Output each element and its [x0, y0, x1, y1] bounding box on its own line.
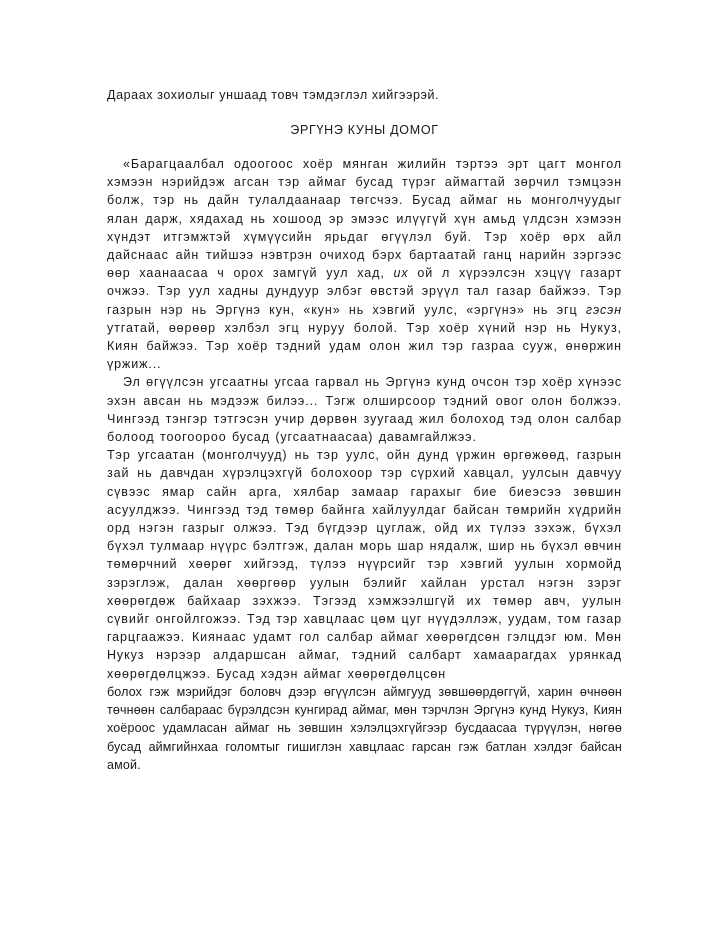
story-title: ЭРГҮНЭ КУНЫ ДОМОГ — [290, 123, 439, 137]
paragraph-1 — [107, 155, 622, 373]
paragraph-1-part-1: «Барагцаалбал одоогоос хоёр мянган жилийн тэртээ эрт цагт монгол хэмээн нэрийдэж агсан тэр аймаг бусад түрэг аймагтай зөрчил тэмцээн болж, тэр нь дайн тулалдаанаар төгсчээ. Бусад аймаг нь монголчуудыг ялан дарж, хядахад нь хошоод эр эмээс илүүгүй хүн амьд үлдсэн хэмээн хүндэт итгэмжтэй хүмүүсийн ярьдаг өгүүлэл буй. Тэр хоёр өрх айл дайснаас айн тийшээ нэвтрэн очиход бэрх бартаатай ганц нарийн зэргээс өөр хаанаасаа ч орох замгүй уул хад, — [107, 157, 622, 281]
paragraph-4: болох гэж мэрийдэг боловч дээр өгүүлсэн аймгууд зөвшөөрдөггүй, харин өчнөөн төчнөөн салбараас бүрэлдсэн кунгирад аймаг, мөн тэрчлэн Эргүнэ кунд Нукуз, Киян хоёроос удамласан аймаг нь зөвшин хэлэлцэхгүйгээр бусдаасаа түрүүлэн, нөгөө бусад аймгийнхаа голомтыг гишиглэн хавцлаас гарсан гэж батлан хэлдэг байсан амой. — [107, 684, 622, 772]
document-page — [107, 86, 622, 774]
paragraph-1-part-3: утгатай, өөрөөр хэлбэл эгц нуруу болой. Тэр хоёр хүний нэр нь Нукуз, Киян байжээ. Тэр хоёр тэдний удам олон жил тэр газраа сууж, өнөржин үржиж... — [107, 320, 622, 372]
paragraph-3: Тэр угсаатан (монголчууд) нь тэр уулс, ойн дунд үржин өргөжөөд, газрын зай нь давчдан хүрэлцэхгүй болохоор тэр сүрхий хавцал, уулсын давчуу сүвээс ямар сайн арга, хялбар замаар гарахыг бие биеэсээ зөвшин асуулджээ. Чингээд тэд төмөр байнга хайлуулдаг байсан төмрийн хүдрийн орд нэгэн газрыг олжээ. Тэд бүгдээр цуглаж, ойд их түлээ зэхэж, бүхэл бүхэл тулмаар нүүрс бэлтгэж, далан морь шар нядалж, шир нь бүхэл өвчин төмөрчний хөөрөг хийгээд, түлээ нүүрсийг тэр хэвгий уулын хормойд зэрэглэж, далан хөөргөөр уулын бэлийг хайлан урстал нэгэн зэрэг хөөрөгдөж байхаар зэхжээ. Тэгээд хэмжээлшгүй их төмөр авч, уулын сүвийг онгойлгожээ. Тэд тэр хавцлаас цөм цуг нүүдэллэж, уудам, том газар гарцгаажээ. Киянаас удамт гол салбар аймаг хөөрөгдсөн гэлцдэг юм. Мөн Нукуз нэрээр алдаршсан аймаг, тэдний салбарт хамаарагдах урянкад хөөрөгдөлцжээ. Бусад хэдэн аймаг хөөрөгдөлцсөн — [107, 448, 622, 681]
paragraph-1-part-2: ой л хүрээлсэн хэцүү газарт очжээ. Тэр уул хадны дундуур элбэг өвстэй эрүүл тал газар байжээ. Тэр газрын нэр нь Эргүнэ кун, «кун» нь хэвгий уулс, «эргүнэ» нь эгц — [107, 266, 623, 317]
paragraph-1-italic-1: их — [393, 266, 409, 281]
instruction-text: Дараах зохиолыг уншаад товч тэмдэглэл хийгээрэй. — [107, 88, 440, 102]
paragraph-1-italic-2: гэсэн — [585, 302, 623, 317]
paragraph-2: Эл өгүүлсэн угсаатны угсаа гарвал нь Эргүнэ кунд очсон тэр хоёр хүнээс эхэн авсан нь мэдээж билээ... Тэгж олширсоор тэдний овог олон болжээ. Чингээд тэнгэр тэтгэсэн учир дөрвөн зуугаад жил болоход тэд олон салбар болоод тоогоороо бусад (угсаатнаасаа) давамгайлжээ. — [107, 375, 622, 445]
